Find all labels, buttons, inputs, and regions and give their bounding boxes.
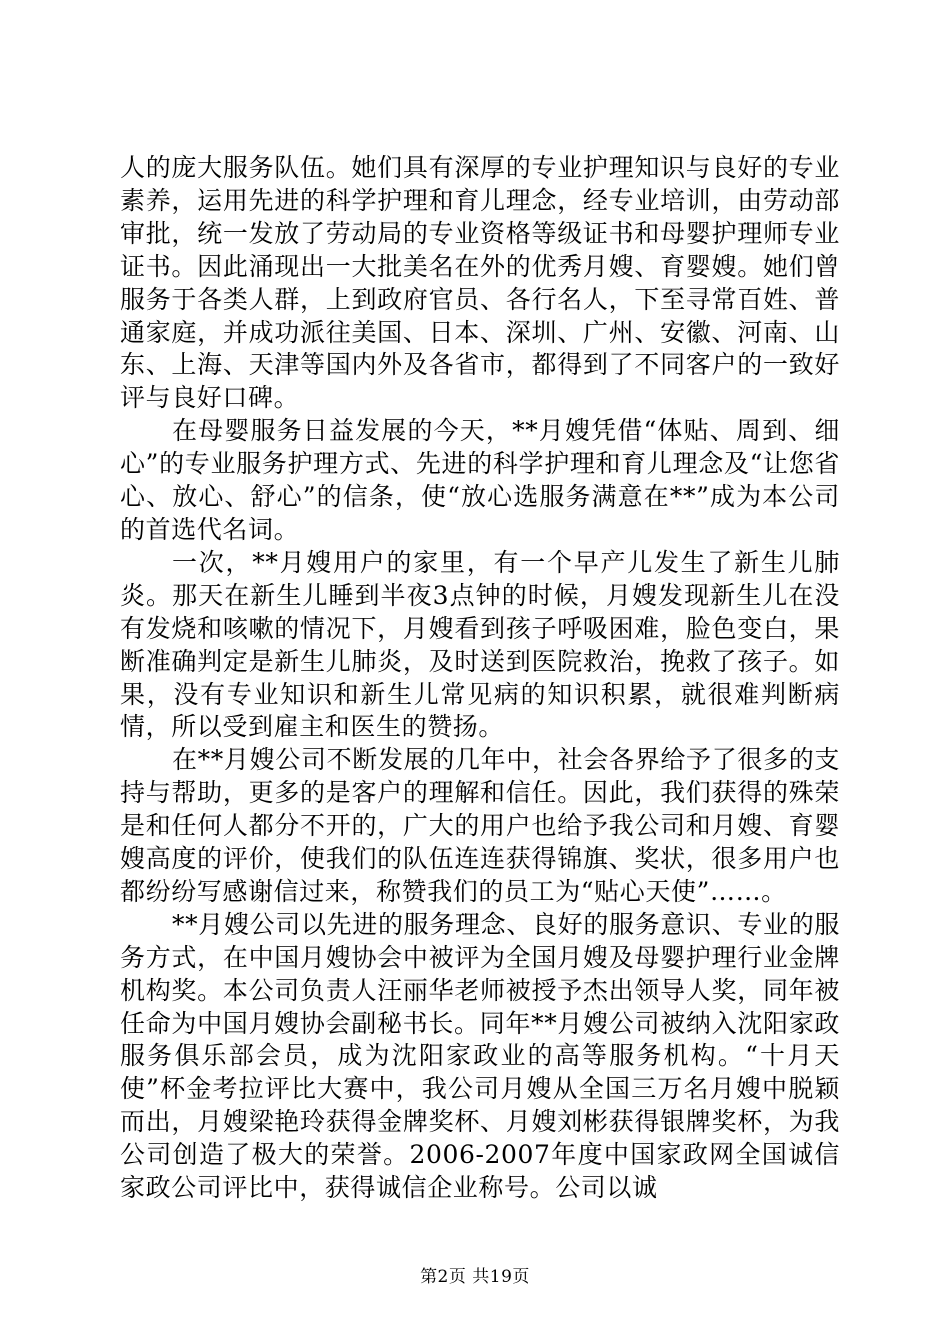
paragraph-2: 在母婴服务日益发展的今天，**月嫂凭借“体贴、周到、细心”的专业服务护理方式、先进的科学护理和育儿理念及“让您省心、放心、舒心”的信条，使“放心选服务满意在**”成为本公司的首选代名词。 xyxy=(120,416,840,544)
paragraph-5: **月嫂公司以先进的服务理念、良好的服务意识、专业的服务方式，在中国月嫂协会中被评为全国月嫂及母婴护理行业金牌机构奖。本公司负责人汪丽华老师被授予杰出领导人奖，同年被任命为中国月嫂协会副秘书长。同年**月嫂公司被纳入沈阳家政服务俱乐部会员，成为沈阳家政业的高等服务机构。“十月天使”杯金考拉评比大赛中，我公司月嫂从全国三万名月嫂中脱颖而出，月嫂梁艳玲获得金牌奖杯、月嫂刘彬获得银牌奖杯，为我公司创造了极大的荣誉。2006-2007年度中国家政网全国诚信家政公司评比中，获得诚信企业称号。公司以诚 xyxy=(120,909,840,1203)
page-number-footer: 第2页 共19页 xyxy=(420,1267,530,1287)
paragraph-4: 在**月嫂公司不断发展的几年中，社会各界给予了很多的支持与帮助，更多的是客户的理解和信任。因此，我们获得的殊荣是和任何人都分不开的，广大的用户也给予我公司和月嫂、育婴嫂高度的评价，使我们的队伍连连获得锦旗、奖状，很多用户也都纷纷写感谢信过来，称赞我们的员工为“贴心天使”……。 xyxy=(120,745,840,906)
paragraph-1: 人的庞大服务队伍。她们具有深厚的专业护理知识与良好的专业素养，运用先进的科学护理和育儿理念，经专业培训，由劳动部审批，统一发放了劳动局的专业资格等级证书和母婴护理师专业证书。因此涌现出一大批美名在外的优秀月嫂、育婴嫂。她们曾服务于各类人群，上到政府官员、各行名人，下至寻常百姓、普通家庭，并成功派往美国、日本、深圳、广州、安徽、河南、山东、上海、天津等国内外及各省市，都得到了不同客户的一致好评与良好口碑。 xyxy=(120,153,840,413)
document-body xyxy=(120,152,840,1205)
paragraph-3: 一次，**月嫂用户的家里，有一个早产儿发生了新生儿肺炎。那天在新生儿睡到半夜3点钟的时候，月嫂发现新生儿在没有发烧和咳嗽的情况下，月嫂看到孩子呼吸困难，脸色变白，果断准确判定是新生儿肺炎，及时送到医院救治，挽救了孩子。如果，没有专业知识和新生儿常见病的知识积累，就很难判断病情，所以受到雇主和医生的赞扬。 xyxy=(120,547,840,742)
